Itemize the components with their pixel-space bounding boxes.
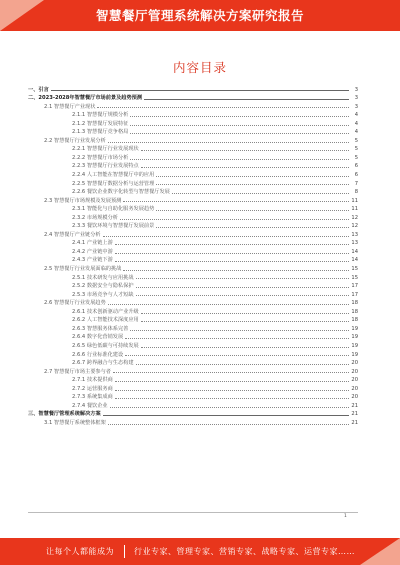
toc-leader-dots xyxy=(130,159,349,160)
toc-entry-label: 二、2023-2028年智慧餐厅市场前景及趋势预测 xyxy=(28,95,143,102)
toc-entry-label: 2.6.5 绿色低碳与可持续发展 xyxy=(72,342,139,349)
toc-entry-page: 21 xyxy=(351,402,358,409)
toc-entry-page: 6 xyxy=(354,172,358,179)
toc-entry-label: 2.2.4 人工智能在智慧餐厅中的应用 xyxy=(72,172,155,179)
toc-entry[interactable] xyxy=(28,152,358,161)
toc-entry-label: 2.4.2 产业链中游 xyxy=(72,248,113,255)
toc-entry-page: 19 xyxy=(351,325,358,332)
toc-entry-page: 19 xyxy=(351,334,358,341)
toc-entry-page: 3 xyxy=(354,95,358,102)
toc-leader-dots xyxy=(130,330,349,331)
toc-leader-dots xyxy=(113,372,349,373)
toc-entry[interactable] xyxy=(28,375,358,384)
toc-leader-dots xyxy=(123,270,349,271)
toc-entry[interactable] xyxy=(28,340,358,349)
toc-entry-label: 2.6 智慧餐厅行业发展趋势 xyxy=(44,300,106,307)
toc-entry[interactable] xyxy=(28,417,358,426)
toc-leader-dots xyxy=(115,398,349,399)
toc-entry-label: 2.5.2 数据安全与隐私保护 xyxy=(72,283,134,290)
toc-entry-label: 2.3.2 市场规模分析 xyxy=(72,214,118,221)
toc-leader-dots xyxy=(51,90,349,91)
toc-entry[interactable] xyxy=(28,315,358,324)
toc-leader-dots xyxy=(97,107,349,108)
toc-leader-dots xyxy=(141,321,349,322)
toc-entry-page: 20 xyxy=(351,385,358,392)
toc-entry-label: 2.7.4 餐饮企业 xyxy=(72,402,108,409)
toc-entry-label: 2.6.3 智慧服务体系完善 xyxy=(72,325,129,332)
toc-leader-dots xyxy=(156,210,349,211)
toc-leader-dots xyxy=(156,227,349,228)
toc-entry-label: 2.7.2 运营服务商 xyxy=(72,385,113,392)
toc-entry[interactable] xyxy=(28,306,358,315)
toc-entry-label: 2.4.3 产业链下游 xyxy=(72,257,113,264)
toc-entry[interactable] xyxy=(28,221,358,230)
toc-leader-dots xyxy=(130,133,349,134)
toc-entry-label: 2.6.1 技术创新驱动产业升级 xyxy=(72,308,139,315)
toc-entry-page: 4 xyxy=(354,120,358,127)
toc-leader-dots xyxy=(144,99,349,100)
toc-entry-page: 17 xyxy=(351,283,358,290)
toc-leader-dots xyxy=(130,116,349,117)
toc-entry-label: 2.3 智慧餐厅市场规模及发展预测 xyxy=(44,197,122,204)
toc-entry-page: 11 xyxy=(351,197,358,204)
footer-slogan-right: 行业专家、管理专家、营销专家、战略专家、运营专家…… xyxy=(134,547,355,556)
toc-entry-page: 21 xyxy=(351,419,358,426)
toc-leader-dots xyxy=(136,287,349,288)
toc-entry-page: 18 xyxy=(351,317,358,324)
toc-leader-dots xyxy=(120,219,349,220)
toc-entry-page: 15 xyxy=(351,266,358,273)
toc-entry-page: 19 xyxy=(351,342,358,349)
toc-leader-dots xyxy=(108,424,349,425)
page-number: 1 xyxy=(344,514,347,519)
toc-entry[interactable] xyxy=(28,178,358,187)
toc-leader-dots xyxy=(115,253,349,254)
toc-leader-dots xyxy=(103,236,349,237)
toc-leader-dots xyxy=(156,176,349,177)
toc-entry[interactable] xyxy=(28,144,358,153)
toc-entry-label: 一、引言 xyxy=(28,86,49,93)
toc-entry-label: 2.1.3 智慧餐厅竞争格局 xyxy=(72,129,129,136)
toc-entry-page: 18 xyxy=(351,308,358,315)
toc-entry[interactable] xyxy=(28,118,358,127)
report-title: 智慧餐厅管理系统解决方案研究报告 xyxy=(95,8,304,23)
toc-entry-label: 2.6.2 人工智能技术深度应用 xyxy=(72,317,139,324)
toc-entry-label: 2.5 智慧餐厅行业发展面临的挑战 xyxy=(44,266,122,273)
toc-entry-page: 17 xyxy=(351,291,358,298)
toc-leader-dots xyxy=(136,295,349,296)
toc-entry-page: 6 xyxy=(354,163,358,170)
toc-entry[interactable] xyxy=(28,332,358,341)
toc-entry[interactable] xyxy=(28,229,358,238)
toc-heading: 内容目录 xyxy=(172,60,227,75)
toc-entry-page: 3 xyxy=(354,86,358,93)
toc-entry[interactable] xyxy=(28,127,358,136)
toc-entry-page: 3 xyxy=(354,103,358,110)
footer-accent-shape xyxy=(360,538,400,565)
toc-entry[interactable] xyxy=(28,161,358,170)
toc-entry[interactable] xyxy=(28,366,358,375)
toc-leader-dots xyxy=(108,142,349,143)
toc-entry[interactable] xyxy=(28,238,358,247)
toc-entry-page: 5 xyxy=(354,137,358,144)
toc-leader-dots xyxy=(115,244,349,245)
toc-entry[interactable] xyxy=(28,187,358,196)
toc-entry-page: 15 xyxy=(351,274,358,281)
toc-entry-page: 20 xyxy=(351,368,358,375)
toc-entry[interactable] xyxy=(28,246,358,255)
toc-entry-page: 11 xyxy=(351,206,358,213)
toc-entry-label: 2.7.1 技术提供商 xyxy=(72,377,113,384)
toc-entry[interactable] xyxy=(28,323,358,332)
toc-entry-page: 12 xyxy=(351,223,358,230)
toc-entry-label: 2.5.1 技术研发与应用挑战 xyxy=(72,274,134,281)
toc-entry[interactable] xyxy=(28,135,358,144)
toc-entry-label: 2.6.7 跨界融合与生态构建 xyxy=(72,360,134,367)
toc-entry-page: 18 xyxy=(351,300,358,307)
toc-entry-page: 14 xyxy=(351,248,358,255)
toc-entry-label: 2.1 智慧餐厅产业现状 xyxy=(44,103,96,110)
toc-entry-label: 2.2.5 智慧餐厅数据分析与运营管理 xyxy=(72,180,155,187)
footer-divider xyxy=(124,545,125,558)
toc-leader-dots xyxy=(110,407,349,408)
toc-leader-dots xyxy=(141,167,349,168)
toc-entry[interactable] xyxy=(28,281,358,290)
toc-entry[interactable] xyxy=(28,204,358,213)
toc-entry-page: 20 xyxy=(351,377,358,384)
toc-leader-dots xyxy=(115,381,349,382)
toc-entry-page: 21 xyxy=(351,411,358,418)
toc-entry-page: 4 xyxy=(354,112,358,119)
toc-entry-page: 19 xyxy=(351,351,358,358)
toc-leader-dots xyxy=(115,390,349,391)
toc-leader-dots xyxy=(136,278,349,279)
toc-entry-label: 2.3.3 餐饮环境与智慧餐厅发展前景 xyxy=(72,223,155,230)
toc-entry[interactable] xyxy=(28,298,358,307)
toc-leader-dots xyxy=(103,415,349,416)
toc-leader-dots xyxy=(156,184,349,185)
toc-entry-label: 2.4.1 产业链上游 xyxy=(72,240,113,247)
toc-entry[interactable] xyxy=(28,110,358,119)
toc-entry[interactable] xyxy=(28,358,358,367)
toc-entry-page: 4 xyxy=(354,129,358,136)
toc-entry[interactable] xyxy=(28,255,358,264)
toc-entry-page: 5 xyxy=(354,154,358,161)
toc-entry[interactable] xyxy=(28,169,358,178)
table-of-contents xyxy=(28,84,358,426)
toc-entry-page: 13 xyxy=(351,231,358,238)
toc-entry-page: 13 xyxy=(351,240,358,247)
toc-leader-dots xyxy=(108,304,349,305)
toc-entry-page: 5 xyxy=(354,146,358,153)
toc-entry[interactable] xyxy=(28,212,358,221)
toc-entry[interactable] xyxy=(28,272,358,281)
toc-entry-page: 20 xyxy=(351,394,358,401)
toc-leader-dots xyxy=(130,125,349,126)
toc-entry[interactable] xyxy=(28,195,358,204)
toc-entry-label: 2.5.3 市场竞争与人才短缺 xyxy=(72,291,134,298)
toc-entry-page: 7 xyxy=(354,180,358,187)
toc-leader-dots xyxy=(136,364,349,365)
toc-leader-dots xyxy=(141,150,349,151)
toc-entry[interactable] xyxy=(28,263,358,272)
toc-entry[interactable] xyxy=(28,84,358,93)
toc-entry[interactable] xyxy=(28,289,358,298)
toc-leader-dots xyxy=(172,193,349,194)
toc-entry[interactable] xyxy=(28,392,358,401)
toc-leader-dots xyxy=(123,201,349,202)
toc-leader-dots xyxy=(125,338,349,339)
toc-entry-label: 3.1 智慧餐厅系统整体框架 xyxy=(44,419,106,426)
toc-entry-label: 2.3.1 智能化与自助化服务发展趋势 xyxy=(72,206,155,213)
toc-entry-label: 2.2.3 智慧餐厅行业发展特点 xyxy=(72,163,139,170)
toc-entry[interactable] xyxy=(28,383,358,392)
toc-entry-label: 2.1.2 智慧餐厅发展特征 xyxy=(72,120,129,127)
toc-entry[interactable] xyxy=(28,101,358,110)
toc-entry[interactable] xyxy=(28,349,358,358)
footer-slogan-left: 让每个人都能成为 xyxy=(46,547,114,556)
page-divider xyxy=(28,512,358,513)
toc-entry-page: 8 xyxy=(354,189,358,196)
toc-leader-dots xyxy=(141,313,349,314)
toc-entry[interactable] xyxy=(28,400,358,409)
toc-entry-label: 三、智慧餐厅管理系统解决方案 xyxy=(28,411,101,418)
toc-entry-label: 2.2 智慧餐厅行业发展分析 xyxy=(44,137,106,144)
toc-entry-label: 2.2.6 餐饮企业数字化转型与智慧餐厅发展 xyxy=(72,189,170,196)
toc-leader-dots xyxy=(125,355,349,356)
toc-leader-dots xyxy=(141,347,349,348)
toc-entry-label: 2.2.1 智慧餐厅行业发展现状 xyxy=(72,146,139,153)
toc-entry-page: 20 xyxy=(351,360,358,367)
toc-entry[interactable] xyxy=(28,409,358,418)
toc-entry-page: 12 xyxy=(351,214,358,221)
toc-entry[interactable] xyxy=(28,93,358,102)
toc-entry-label: 2.2.2 智慧餐厅市场分析 xyxy=(72,154,129,161)
toc-entry-page: 14 xyxy=(351,257,358,264)
toc-entry-label: 2.4 智慧餐厅产业链分析 xyxy=(44,231,101,238)
toc-entry-label: 2.6.4 数字化营销发展 xyxy=(72,334,124,341)
toc-entry-label: 2.7 智慧餐厅市场主要参与者 xyxy=(44,368,111,375)
toc-entry-label: 2.1.1 智慧餐厅规模分析 xyxy=(72,112,129,119)
toc-entry-label: 2.7.3 系统集成商 xyxy=(72,394,113,401)
toc-entry-label: 2.6.6 行业标准化建设 xyxy=(72,351,124,358)
toc-leader-dots xyxy=(115,261,349,262)
